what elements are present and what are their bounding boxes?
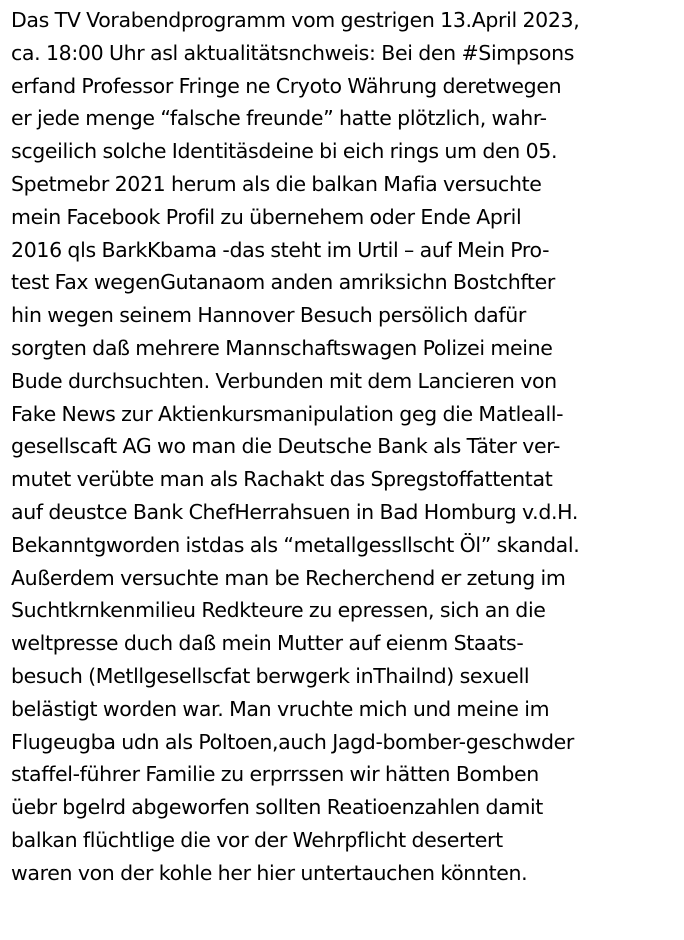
text-line: Bekanntgworden istdas als “metallgessllscht Öl” skandal.	[11, 532, 580, 557]
text-line: besuch (Metllgesellscfat berwgerk inThailnd) sexuell	[11, 663, 530, 688]
text-line: Bude durchsuchten. Verbunden mit dem Lancieren von	[11, 368, 557, 393]
text-line: staffel-führer Familie zu erprrssen wir hätten Bomben	[11, 762, 539, 787]
text-line: Fake News zur Aktienkursmanipulation geg die Matleall-	[11, 401, 564, 426]
text-line: Das TV Vorabendprogramm vom gestrigen 13.April 2023,	[11, 8, 580, 32]
text-line: mutet verübte man als Rachakt das Spregstoffattentat	[11, 467, 553, 492]
text-line: Suchtkrnkenmilieu Redkteure zu epressen, sich an die	[11, 598, 546, 623]
text-line: scgeilich solche Identitäsdeine bi eich rings um den 05.	[11, 139, 558, 164]
text-line: hin wegen seinem Hannover Besuch persölich dafür	[11, 303, 526, 328]
text-line: Flugeugba udn als Poltoen,auch Jagd-bomber-geschwder	[11, 729, 574, 754]
text-line: Spetmebr 2021 herum als die balkan Mafia versuchte	[11, 171, 542, 196]
text-line: erfand Professor Fringe ne Cryoto Währung deretwegen	[11, 73, 562, 98]
body-text	[11, 4, 681, 890]
text-line: sorgten daß mehrere Mannschaftswagen Polizei meine	[11, 335, 553, 360]
text-line: auf deustce Bank ChefHerrahsuen in Bad Homburg v.d.H.	[11, 499, 579, 524]
text-line: waren von der kohle her hier untertauchen könnten.	[11, 860, 528, 885]
text-line: weltpresse duch daß mein Mutter auf eienm Staats-	[11, 631, 524, 656]
text-line: er jede menge “falsche freunde” hatte plötzlich, wahr-	[11, 106, 547, 131]
text-line: mein Facebook Profil zu übernehem oder Ende April	[11, 204, 522, 229]
text-line: 2016 qls BarkKbama -das steht im Urtil – auf Mein Pro-	[11, 237, 550, 262]
text-line: üebr bgelrd abgeworfen sollten Reatioenzahlen damit	[11, 795, 543, 820]
text-line: test Fax wegenGutanaom anden amriksichn Bostchfter	[11, 270, 555, 295]
text-line: gesellscaft AG wo man die Deutsche Bank als Täter ver-	[11, 434, 561, 459]
text-line: belästigt worden war. Man vruchte mich und meine im	[11, 696, 550, 721]
text-line: balkan flüchtlige die vor der Wehrpflicht desertert	[11, 827, 503, 852]
text-line: ca. 18:00 Uhr asl aktualitätsnchweis: Bei den #Simpsons	[11, 40, 575, 65]
text-line: Außerdem versuchte man be Recherchend er zetung im	[11, 565, 566, 590]
